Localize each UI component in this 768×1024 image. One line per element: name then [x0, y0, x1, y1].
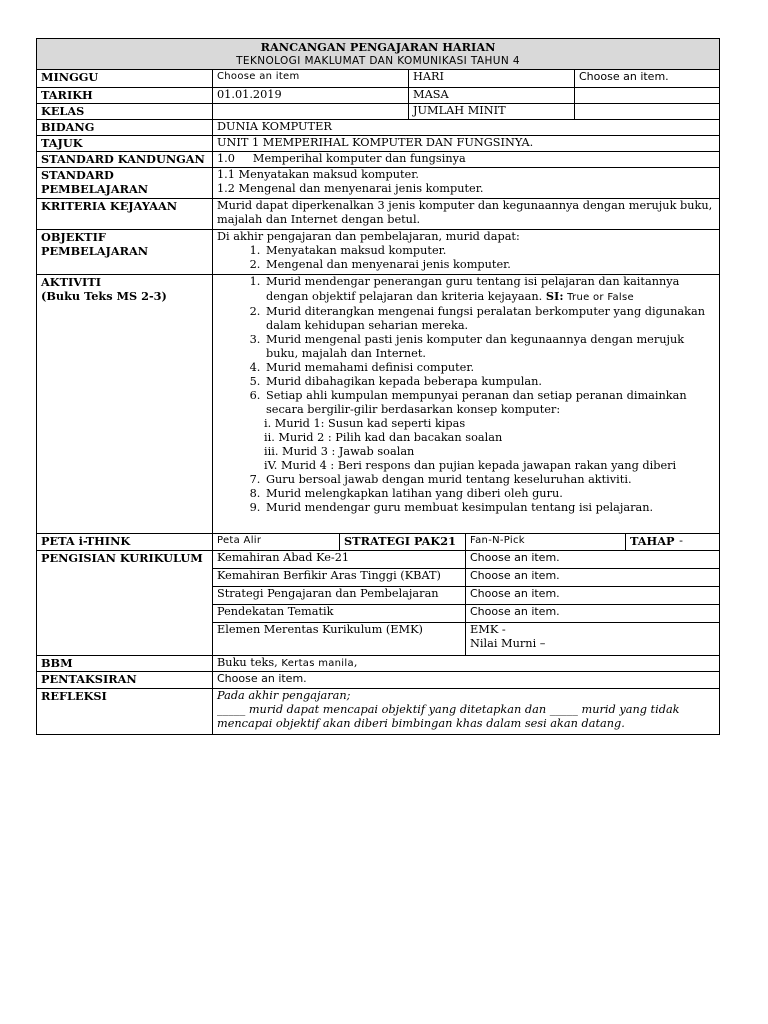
lesson-plan-table — [36, 38, 720, 735]
label-refleksi: REFLEKSI — [37, 689, 213, 735]
row-tajuk — [37, 136, 720, 152]
bbm-prefix: Buku teks, — [217, 656, 278, 669]
aktiviti-item: 4. Murid memahami definisi computer. — [264, 361, 715, 375]
aktiviti-item: 5. Murid dibahagikan kepada beberapa kumpulan. — [264, 375, 715, 389]
bbm-suffix: , — [353, 656, 358, 669]
aktiviti-item: 2. Murid diterangkan mengenai fungsi peralatan berkomputer yang digunakan dalam kehidupan seharian mereka. — [264, 305, 715, 333]
pengisian-item-name: Kemahiran Abad Ke-21 — [213, 551, 466, 569]
pengisian-item-dropdown[interactable]: Choose an item. — [466, 587, 720, 605]
pengisian-item-name: Pendekatan Tematik — [213, 605, 466, 623]
emk-line[interactable]: EMK - — [470, 623, 506, 636]
label-kelas: KELAS — [37, 104, 213, 120]
refleksi-line-1: Pada akhir pengajaran; — [217, 689, 351, 702]
tajuk-value: UNIT 1 MEMPERIHAL KOMPUTER DAN FUNGSINYA. — [213, 136, 720, 152]
pengisian-item-name: Strategi Pengajaran dan Pembelajaran — [213, 587, 466, 605]
masa-field[interactable] — [575, 88, 720, 104]
objektif-value — [213, 230, 720, 275]
peta-ithink-dropdown[interactable]: Peta Alir — [213, 534, 340, 551]
label-pengisian-kurikulum: PENGISIAN KURIKULUM — [37, 551, 213, 656]
standard-pembelajaran-value — [213, 168, 720, 199]
aktiviti-label-textbook: (Buku Teks MS 2-3) — [41, 289, 167, 303]
bbm-value — [213, 656, 720, 672]
strategi-pak21-dropdown[interactable]: Fan-N-Pick — [466, 534, 626, 551]
lesson-plan-page — [36, 38, 719, 735]
aktiviti-label: AKTIVITI — [41, 275, 102, 289]
aktiviti-item: 7. Guru bersoal jawab dengan murid tentang keseluruhan aktiviti. — [264, 473, 715, 487]
label-objektif: OBJEKTIF PEMBELAJARAN — [37, 230, 213, 275]
tarikh-field[interactable]: 01.01.2019 — [213, 88, 409, 104]
tahap-value[interactable]: - — [679, 534, 683, 547]
label-aktiviti — [37, 275, 213, 534]
refleksi-value[interactable] — [213, 689, 720, 735]
aktiviti-item: 8. Murid melengkapkan latihan yang diberi oleh guru. — [264, 487, 715, 501]
label-bbm: BBM — [37, 656, 213, 672]
label-standard-kandungan: STANDARD KANDUNGAN — [37, 152, 213, 168]
aktiviti-sub-item: i. Murid 1: Susun kad seperti kipas — [264, 417, 466, 430]
pengisian-item-name: Kemahiran Berfikir Aras Tinggi (KBAT) — [213, 569, 466, 587]
label-hari: HARI — [409, 70, 575, 88]
label-masa: MASA — [409, 88, 575, 104]
objektif-item: 1. Menyatakan maksud komputer. — [264, 244, 715, 258]
emk-name: Elemen Merentas Kurikulum (EMK) — [213, 623, 466, 656]
row-standard-kandungan — [37, 152, 720, 168]
row-kriteria — [37, 199, 720, 230]
row-bidang — [37, 120, 720, 136]
label-tahap: TAHAP — [630, 534, 675, 548]
form-title: RANCANGAN PENGAJARAN HARIAN — [260, 40, 496, 54]
sp-line-2: 1.2 Mengenal dan menyenarai jenis komputer. — [217, 182, 484, 195]
label-peta-ithink: PETA i-THINK — [37, 534, 213, 551]
hari-dropdown[interactable]: Choose an item. — [575, 70, 720, 88]
refleksi-line-2: _____ murid dapat mencapai objektif yang ditetapkan dan _____ murid yang tidak mencapai objektif akan diberi bimbingan khas dalam sesi akan datang. — [217, 703, 680, 730]
pengisian-item-dropdown[interactable]: Choose an item. — [466, 605, 720, 623]
label-pentaksiran: PENTAKSIRAN — [37, 672, 213, 689]
aktiviti-value — [213, 275, 720, 534]
tahap-cell — [626, 534, 720, 551]
objektif-intro: Di akhir pengajaran dan pembelajaran, murid dapat: — [217, 230, 520, 243]
aktiviti-item: 6. Setiap ahli kumpulan mempunyai peranan dan setiap peranan dimainkan secara bergilir-gilir berdasarkan konsep komputer: — [264, 389, 715, 417]
row-aktiviti — [37, 275, 720, 534]
bidang-value: DUNIA KOMPUTER — [213, 120, 720, 136]
jumlah-minit-field[interactable] — [575, 104, 720, 120]
kriteria-value: Murid dapat diperkenalkan 3 jenis komputer dan kegunaannya dengan merujuk buku, majalah dan Internet dengan betul. — [213, 199, 720, 230]
bbm-dropdown[interactable]: Kertas manila — [281, 658, 354, 669]
row-objektif — [37, 230, 720, 275]
row-kelas — [37, 104, 720, 120]
aktiviti-item — [264, 275, 715, 305]
label-standard-pembelajaran: STANDARD PEMBELAJARAN — [37, 168, 213, 199]
label-strategi-pak21: STRATEGI PAK21 — [340, 534, 466, 551]
objektif-item: 2. Mengenal dan menyenarai jenis komputer. — [264, 258, 715, 272]
label-jumlah-minit: JUMLAH MINIT — [409, 104, 575, 120]
label-tarikh: TARIKH — [37, 88, 213, 104]
row-bbm — [37, 656, 720, 672]
pengisian-item-dropdown[interactable]: Choose an item. — [466, 551, 720, 569]
aktiviti-item-1-text: Murid mendengar penerangan guru tentang isi pelajaran dan kaitannya dengan objektif pelajaran dan kriteria kejayaan. — [266, 275, 680, 303]
pengisian-item-dropdown[interactable]: Choose an item. — [466, 569, 720, 587]
label-kriteria: KRITERIA KEJAYAAN — [37, 199, 213, 230]
row-peta-ithink — [37, 534, 720, 551]
form-subtitle: TEKNOLOGI MAKLUMAT DAN KOMUNIKASI TAHUN 4 — [236, 55, 520, 67]
row-refleksi — [37, 689, 720, 735]
row-tarikh — [37, 88, 720, 104]
standard-kandungan-value: 1.0 Memperihal komputer dan fungsinya — [213, 152, 720, 168]
emk-value — [466, 623, 720, 656]
label-bidang: BIDANG — [37, 120, 213, 136]
si-value: True or False — [567, 292, 634, 303]
aktiviti-item: 3. Murid mengenal pasti jenis komputer dan kegunaannya dengan merujuk buku, majalah dan Internet. — [264, 333, 715, 361]
label-minggu: MINGGU — [37, 70, 213, 88]
label-tajuk: TAJUK — [37, 136, 213, 152]
sp-line-1: 1.1 Menyatakan maksud komputer. — [217, 168, 419, 181]
pentaksiran-dropdown[interactable]: Choose an item. — [213, 672, 720, 689]
header-row — [37, 39, 720, 70]
row-pentaksiran — [37, 672, 720, 689]
row-standard-pembelajaran — [37, 168, 720, 199]
nilai-murni-line[interactable]: Nilai Murni – — [470, 637, 546, 650]
aktiviti-sub-item: iii. Murid 3 : Jawab soalan — [264, 445, 415, 458]
minggu-dropdown[interactable]: Choose an item — [213, 70, 409, 88]
aktiviti-sub-item: iV. Murid 4 : Beri respons dan pujian kepada jawapan rakan yang diberi — [264, 459, 677, 472]
form-header — [37, 39, 720, 70]
row-pengisian-1 — [37, 551, 720, 569]
aktiviti-sub-item: ii. Murid 2 : Pilih kad dan bacakan soalan — [264, 431, 503, 444]
row-minggu — [37, 70, 720, 88]
kelas-field[interactable] — [213, 104, 409, 120]
si-label: SI: — [545, 289, 564, 303]
aktiviti-item: 9. Murid mendengar guru membuat kesimpulan tentang isi pelajaran. — [264, 501, 715, 515]
